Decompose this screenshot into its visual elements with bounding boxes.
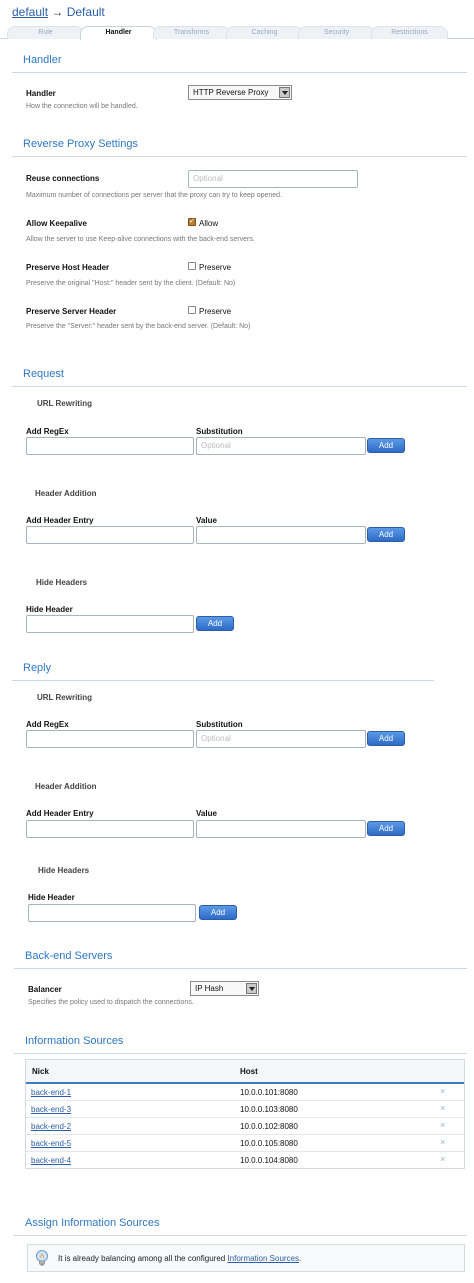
table-row (26, 1152, 464, 1169)
reuse-connections-input[interactable]: Optional (188, 170, 358, 188)
assign-notice (27, 1244, 465, 1272)
request-hide-header-input[interactable] (26, 615, 194, 633)
reply-header-value-input[interactable] (196, 820, 366, 838)
request-url-add-button[interactable]: Add (367, 438, 405, 453)
reply-add-header-entry-label: Add Header Entry (26, 809, 94, 818)
reply-hide-header-label: Hide Header (28, 893, 75, 902)
reply-url-rewriting-heading: URL Rewriting (37, 693, 92, 702)
source-nick-link[interactable]: back-end-5 (31, 1139, 72, 1148)
reply-value-label: Value (196, 809, 217, 818)
handler-select[interactable] (188, 85, 292, 100)
column-header-host: Host (240, 1067, 258, 1076)
tab-caching[interactable]: Caching (226, 26, 303, 39)
reply-substitution-input[interactable]: Optional (196, 730, 366, 748)
information-sources-link[interactable]: Information Sources (227, 1254, 300, 1263)
delete-source-close-icon[interactable]: × (440, 1154, 446, 1164)
section-divider (12, 72, 467, 73)
section-heading-request: Request (23, 368, 64, 380)
assign-notice-text (58, 1254, 301, 1263)
reply-hide-header-add-button[interactable]: Add (199, 905, 237, 920)
section-heading-handler: Handler (23, 54, 62, 66)
tab-restrictions[interactable]: Restrictions (371, 26, 448, 39)
preserve-server-help: Preserve the "Server:" header sent by the back-end server. (Default: No) (26, 323, 251, 330)
allow-keepalive-help: Allow the server to use Keep-alive connections with the back-end servers. (26, 236, 255, 243)
delete-source-close-icon[interactable]: × (440, 1137, 446, 1147)
reply-header-add-button[interactable]: Add (367, 821, 405, 836)
section-divider (12, 386, 467, 387)
balancer-select-value: IP Hash (195, 984, 224, 993)
table-row (26, 1101, 464, 1118)
source-host: 10.0.0.101:8080 (240, 1088, 298, 1097)
tab-rule[interactable]: Rule (7, 26, 84, 39)
request-hide-header-label: Hide Header (26, 605, 73, 614)
request-substitution-label: Substitution (196, 427, 243, 436)
reply-hide-header-input[interactable] (28, 904, 196, 922)
source-nick-link[interactable]: back-end-4 (31, 1156, 72, 1165)
allow-keepalive-checkbox-label: Allow (199, 219, 219, 228)
balancer-label: Balancer (28, 985, 62, 994)
reply-regex-input[interactable] (26, 730, 194, 748)
handler-select-value: HTTP Reverse Proxy (193, 88, 269, 97)
assign-notice-text-before: It is already balancing among all the configured (58, 1254, 228, 1263)
balancer-select[interactable] (190, 981, 259, 996)
reply-substitution-label: Substitution (196, 720, 243, 729)
reply-header-entry-input[interactable] (26, 820, 194, 838)
balancer-help: Specifies the policy used to dispatch the connections. (28, 999, 194, 1006)
preserve-server-label: Preserve Server Header (26, 307, 117, 316)
source-nick-link[interactable]: back-end-1 (31, 1088, 72, 1097)
section-divider (12, 680, 434, 681)
request-header-entry-input[interactable] (26, 526, 194, 544)
section-heading-backend: Back-end Servers (25, 950, 113, 962)
section-divider (12, 156, 467, 157)
section-heading-reverse-proxy: Reverse Proxy Settings (23, 138, 138, 150)
source-nick-link[interactable]: back-end-3 (31, 1105, 72, 1114)
tab-transforms[interactable]: Transforms (153, 26, 230, 39)
delete-source-close-icon[interactable]: × (440, 1120, 446, 1130)
delete-source-close-icon[interactable]: × (440, 1086, 446, 1096)
allow-keepalive-checkbox[interactable] (188, 218, 196, 226)
request-regex-input[interactable] (26, 437, 194, 455)
chevron-down-icon (246, 983, 257, 994)
reuse-connections-label: Reuse connections (26, 174, 100, 183)
tab-bar (0, 26, 474, 39)
breadcrumb-link-default[interactable]: default (12, 5, 49, 19)
preserve-host-checkbox[interactable] (188, 262, 196, 270)
section-divider (14, 1053, 467, 1054)
lightbulb-icon (35, 1249, 49, 1267)
source-host: 10.0.0.103:8080 (240, 1105, 298, 1114)
reply-add-regex-label: Add RegEx (26, 720, 69, 729)
table-row (26, 1084, 464, 1101)
request-hide-headers-heading: Hide Headers (36, 578, 88, 587)
handler-label: Handler (26, 89, 56, 98)
table-header (26, 1060, 464, 1084)
section-heading-reply: Reply (23, 662, 52, 674)
preserve-server-checkbox[interactable] (188, 306, 196, 314)
chevron-down-icon (279, 87, 290, 98)
preserve-host-label: Preserve Host Header (26, 263, 110, 272)
tab-handler[interactable]: Handler (80, 26, 157, 40)
breadcrumb-arrow: → (51, 5, 64, 19)
section-heading-information-sources: Information Sources (25, 1035, 124, 1047)
tab-security[interactable]: Security (298, 26, 375, 39)
delete-source-close-icon[interactable]: × (440, 1103, 446, 1113)
column-header-nick: Nick (32, 1067, 49, 1076)
request-substitution-input[interactable]: Optional (196, 437, 366, 455)
breadcrumb (12, 5, 105, 19)
preserve-host-help: Preserve the original "Host:" header sent by the client. (Default: No) (26, 280, 236, 287)
source-nick-link[interactable]: back-end-2 (31, 1122, 72, 1131)
information-sources-table (25, 1059, 465, 1169)
preserve-server-checkbox-label: Preserve (199, 307, 232, 316)
request-hide-header-add-button[interactable]: Add (196, 616, 234, 631)
handler-help: How the connection will be handled. (26, 103, 138, 110)
source-host: 10.0.0.105:8080 (240, 1139, 298, 1148)
request-header-value-input[interactable] (196, 526, 366, 544)
breadcrumb-current: Default (66, 5, 105, 19)
source-host: 10.0.0.102:8080 (240, 1122, 298, 1131)
source-host: 10.0.0.104:8080 (240, 1156, 298, 1165)
section-divider (14, 1235, 467, 1236)
allow-keepalive-label: Allow Keepalive (26, 219, 87, 228)
table-row (26, 1118, 464, 1135)
request-header-addition-heading: Header Addition (35, 489, 97, 498)
section-divider (14, 968, 467, 969)
request-add-header-entry-label: Add Header Entry (26, 516, 94, 525)
reply-url-add-button[interactable]: Add (367, 731, 405, 746)
section-heading-assign-sources: Assign Information Sources (25, 1217, 160, 1229)
request-value-label: Value (196, 516, 217, 525)
reply-header-addition-heading: Header Addition (35, 782, 97, 791)
table-row (26, 1135, 464, 1152)
assign-notice-text-after: . (299, 1254, 302, 1263)
reply-hide-headers-heading: Hide Headers (38, 866, 90, 875)
request-add-regex-label: Add RegEx (26, 427, 69, 436)
preserve-host-checkbox-label: Preserve (199, 263, 232, 272)
request-header-add-button[interactable]: Add (367, 527, 405, 542)
reuse-connections-help: Maximum number of connections per server that the proxy can try to keep opened. (26, 192, 283, 199)
request-url-rewriting-heading: URL Rewriting (37, 399, 92, 408)
